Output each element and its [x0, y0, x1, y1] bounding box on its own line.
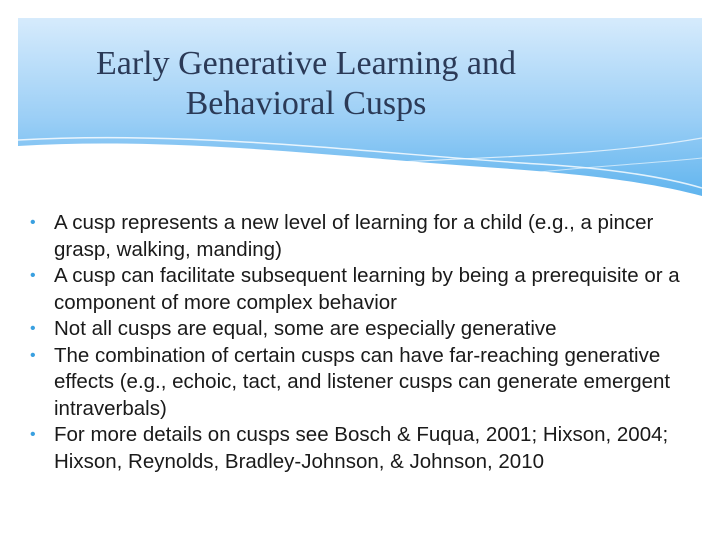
bullet-item: [28, 316, 708, 343]
bullet-item: [28, 263, 708, 316]
bullet-item: [28, 422, 708, 475]
bullet-dot-icon: •: [30, 320, 36, 337]
bullet-item: [28, 343, 708, 423]
bullet-item: [28, 210, 708, 263]
bullet-dot-icon: •: [30, 346, 36, 364]
bullet-dot-icon: •: [30, 426, 36, 443]
bullet-text: For more details on cusps see Bosch & Fuqua, 2001; Hixson, 2004; Hixson, Reynolds, Bradley-Johnson, & Johnson, 2010: [54, 423, 669, 473]
bullet-dot-icon: •: [30, 214, 36, 231]
bullet-dot-icon: •: [30, 267, 36, 284]
bullet-text: Not all cusps are equal, some are especially generative: [54, 317, 557, 340]
bullet-list: [28, 210, 708, 475]
title-band: [18, 18, 702, 198]
bullet-text: A cusp can facilitate subsequent learning by being a prerequisite or a component of more complex behavior: [54, 264, 680, 314]
bullet-text: The combination of certain cusps can have far-reaching generative effects (e.g., echoic, tact, and listener cusps can generate emergent intraverbals): [54, 343, 671, 420]
slide-title: Early Generative Learning and Behavioral Cusps: [95, 45, 517, 122]
bullet-text: A cusp represents a new level of learning for a child (e.g., a pincer grasp, walking, manding): [54, 211, 654, 261]
